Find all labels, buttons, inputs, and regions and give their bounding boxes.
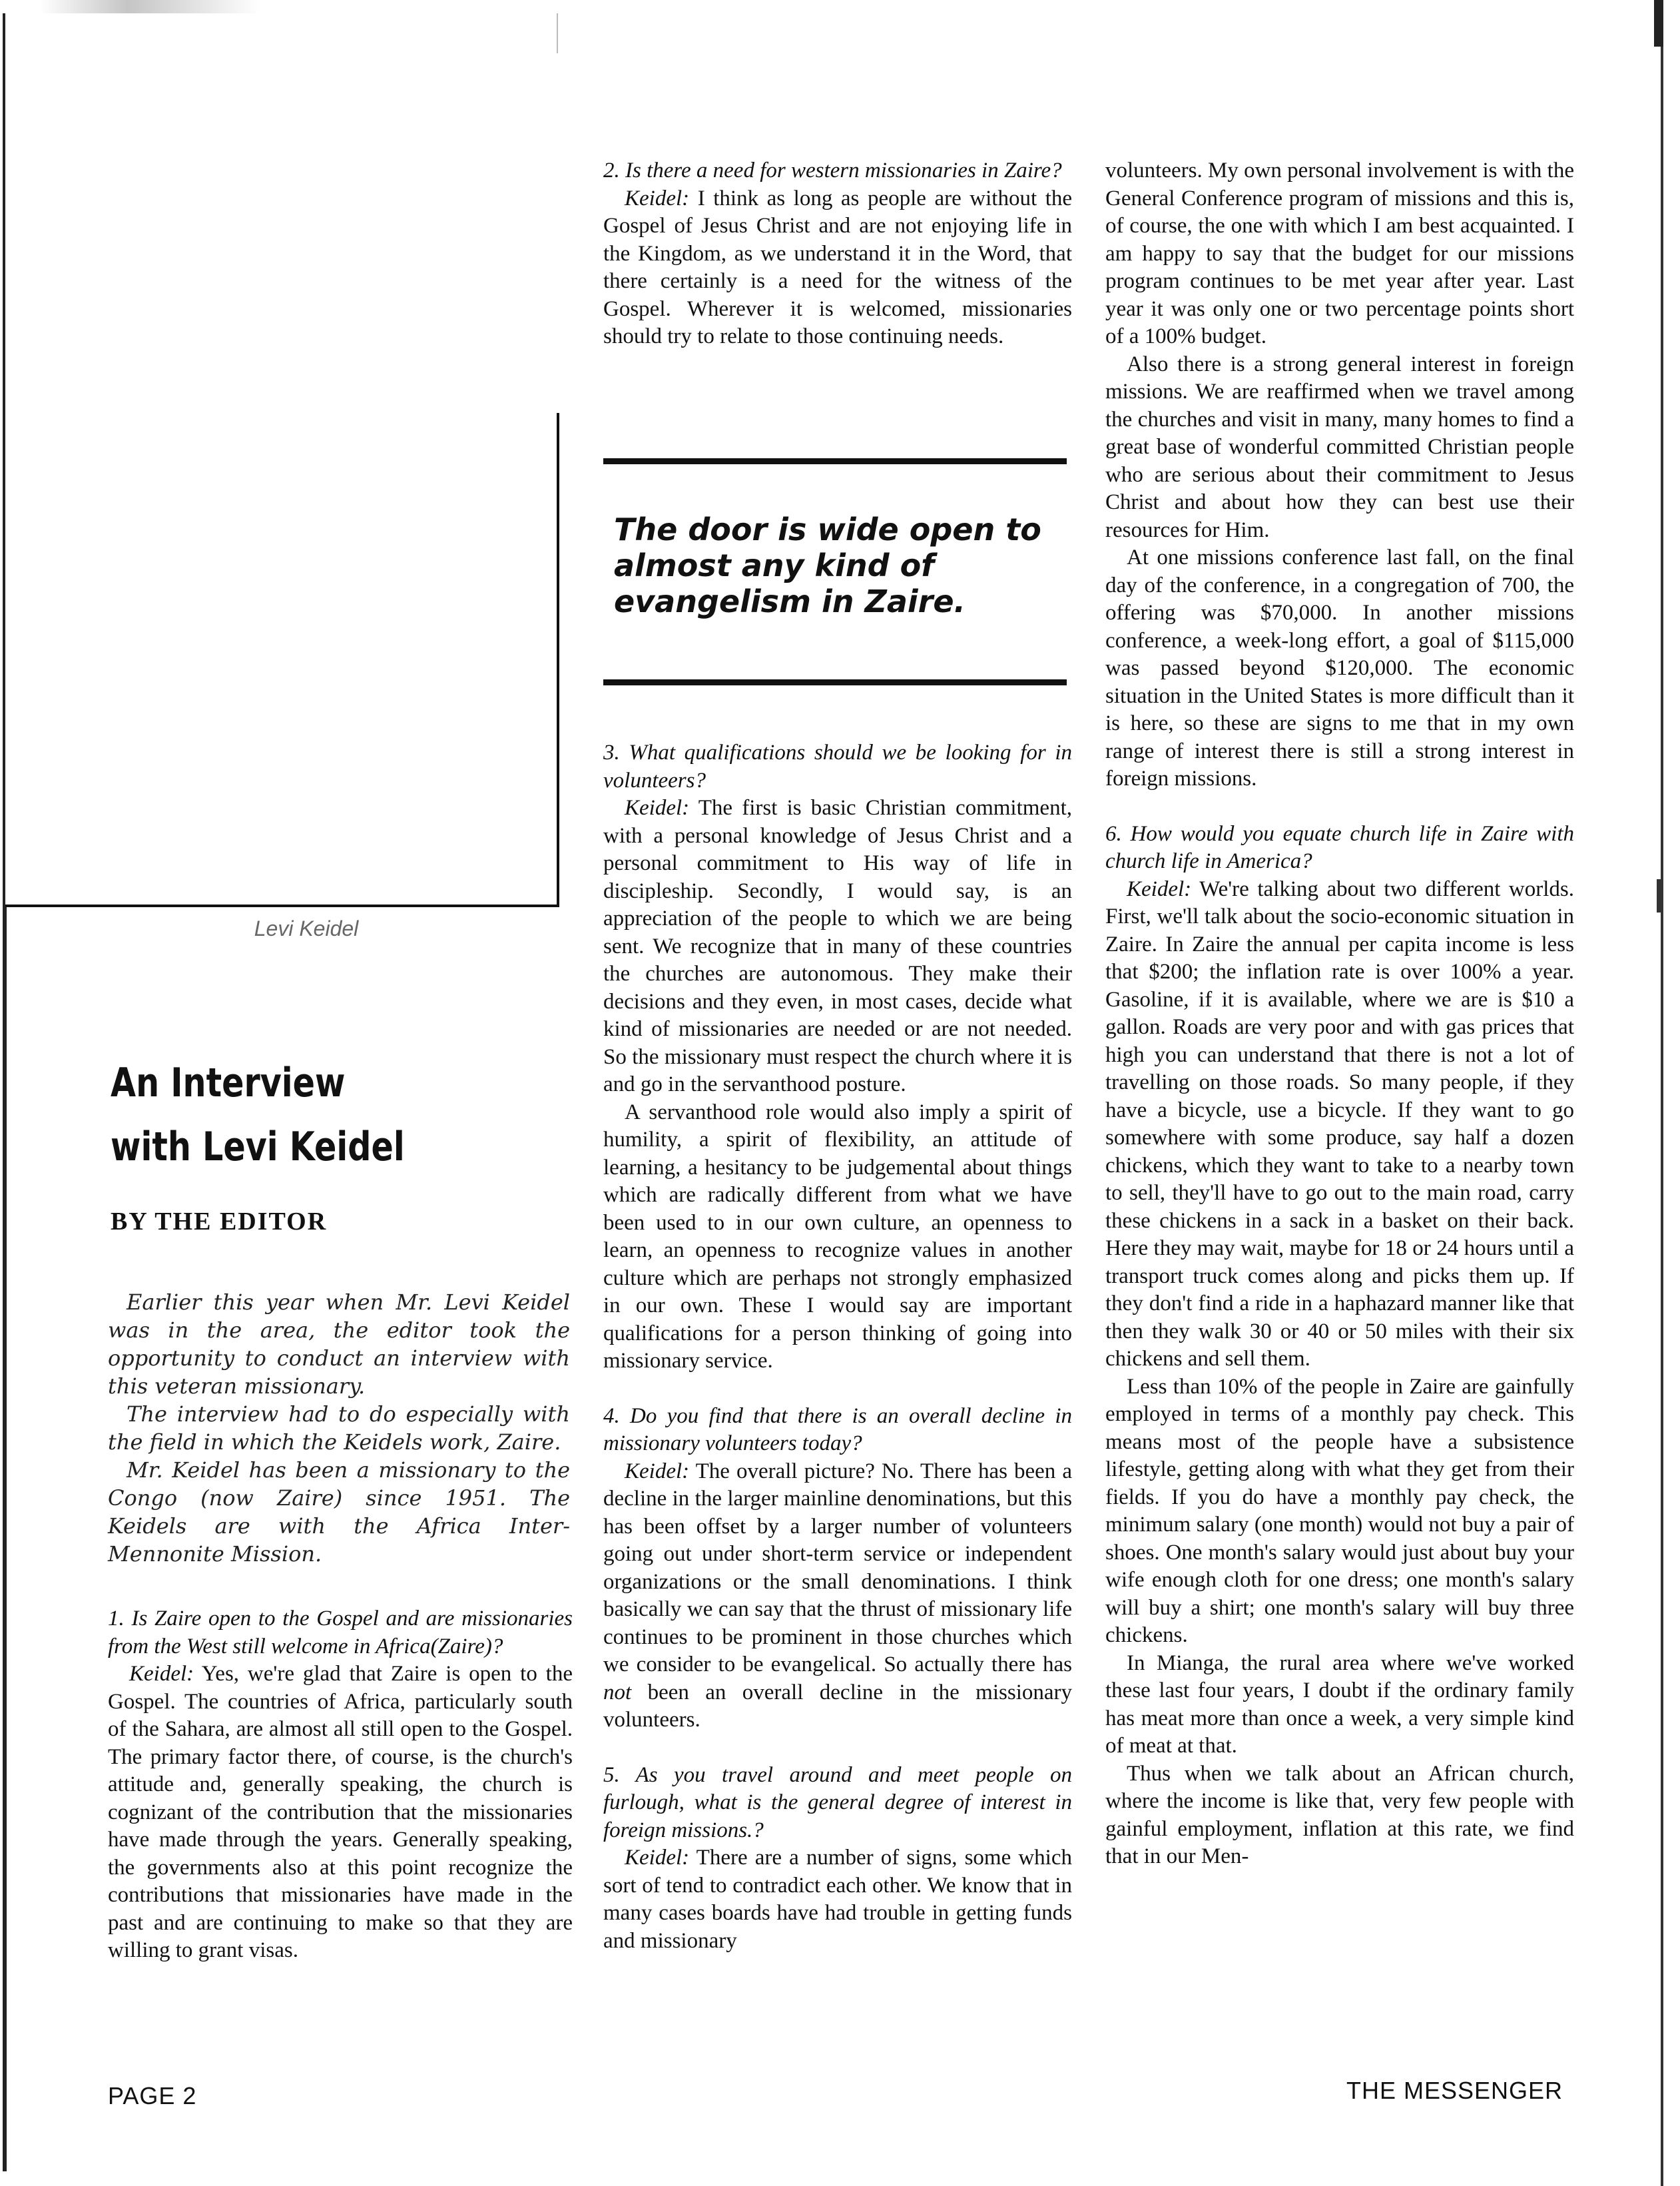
photo-border xyxy=(5,905,559,907)
speaker-label: Keidel: xyxy=(129,1662,194,1686)
article-intro xyxy=(108,1288,570,1568)
answer xyxy=(603,1458,1072,1734)
answer-paragraph: Also there is a strong general interest in foreign missions. We are reaffirmed when we travel among the churches and visit in many, many homes to find a great base of wonderful committed Christian people who are serious about their commitment to Jesus Christ and about how they can best use their resources for Him. xyxy=(1105,352,1574,542)
headline-line: with Levi Keidel xyxy=(111,1124,405,1170)
answer xyxy=(603,185,1072,351)
answer xyxy=(108,1660,573,1965)
pull-quote: The door is wide open to almost any kind of evangelism in Zaire. xyxy=(614,512,1041,619)
photo-border xyxy=(557,13,558,53)
answer xyxy=(603,1844,1072,1955)
answer-paragraph: A servanthood role would also imply a spirit of humility, a spirit of flexibility, an attitude of learning, a hesitancy to be judgemental about things which are radically different from what we have been used to in our own culture, an openness to learn, an openness to recognize values in another culture which are perhaps not strongly emphasized in our own. These I would say are important qualifications for a person thinking of going into missionary service. xyxy=(603,1100,1072,1373)
answer-continued: volunteers. My own personal involvement is with the General Conference program of missions and this is, of course, the one with which I am best acquainted. I am happy to say that the budget for our missions program continues to be met year after year. Last year it was only one or two percentage points short of a 100% budget. xyxy=(1105,159,1574,348)
article-headline xyxy=(111,1051,460,1179)
answer-text: There are a number of signs, some which sort of tend to contradict each other. We know that in many cases boards have had trouble in getting funds and missionary xyxy=(603,1846,1072,1953)
answer xyxy=(1105,876,1574,1373)
publication-name: THE MESSENGER xyxy=(1346,2077,1563,2104)
text-column-2-bottom xyxy=(603,739,1072,1955)
question: 2. Is there a need for western missionaries in Zaire? xyxy=(603,159,1062,182)
intro-paragraph: The interview had to do especially with the field in which the Keidels work, Zaire. xyxy=(108,1401,570,1455)
photo-border xyxy=(557,413,559,907)
answer-text: Yes, we're glad that Zaire is open to the Gospel. The countries of Africa, particularly south of the Sahara, are almost all still open to the Gospel. The primary factor there, of course, is the church's attitude and, generally speaking, the church is cognizant of the contribution that the missionaries have made through the years. Generally speaking, the governments also at this point recognize the contributions that missionaries have made in the past and are continuing to make so that they are willing to grant visas. xyxy=(108,1662,573,1962)
answer-text: We're talking about two different worlds. First, we'll talk about the socio-economic situation in Zaire. In Zaire the annual per capita income is less that $200; the inflation rate is over 100% a year. Gasoline, if it is available, where we are is $10 a gallon. Roads are very poor and with gas prices that high you can understand that there is not a lot of travelling on those roads. So many people, if they have a bicycle, use a bicycle. If they want to go somewhere with some produce, say half a dozen chickens, which they want to take to a nearby town to sell, they'll have to go out to the main road, carry these chickens in a sack in a basket on their back. Here they may wait, maybe for 18 or 24 hours until a transport truck comes along and picks them up. If they don't find a ride in a haphazard manner like that then they walk 30 or 40 or 50 miles with their six chickens and sell them. xyxy=(1105,877,1574,1371)
text-column-1 xyxy=(108,1605,573,1965)
page-edge-right-mark xyxy=(1657,879,1663,912)
photo-caption: Levi Keidel xyxy=(254,916,359,940)
byline: BY THE EDITOR xyxy=(111,1208,328,1236)
answer-paragraph: At one missions conference last fall, on the final day of the conference, in a congregation of 700, the offering was $70,000. In another missions conference, a week-long effort, a goal of $115,000 was passed beyond $120,000. The economic situation in the United States is more difficult than it is here, so these are signs to me that in my own range of interest there is still a strong interest in foreign missions. xyxy=(1105,546,1574,791)
intro-paragraph: Mr. Keidel has been a missionary to the Congo (now Zaire) since 1951. The Keidels are with the Africa Inter-Mennonite Mission. xyxy=(108,1457,570,1567)
question: 1. Is Zaire open to the Gospel and are missionaries from the West still welcome in Africa(Zaire)? xyxy=(108,1607,573,1658)
speaker-label: Keidel: xyxy=(625,796,690,820)
headline-line: An Interview xyxy=(111,1060,346,1106)
question: 5. As you travel around and meet people on furlough, what is the general degree of interest in foreign missions.? xyxy=(603,1762,1072,1842)
emphasis: not xyxy=(603,1680,632,1704)
text-column-3 xyxy=(1105,157,1574,1871)
answer-text: been an overall decline in the missionary volunteers. xyxy=(603,1680,1073,1732)
speaker-label: Keidel: xyxy=(625,1846,690,1870)
pull-quote-rule-bottom xyxy=(603,679,1067,685)
question: 3. What qualifications should we be looking for in volunteers? xyxy=(603,741,1072,793)
intro-paragraph: Earlier this year when Mr. Levi Keidel was in the area, the editor took the opportunity to conduct an interview with this veteran missionary. xyxy=(108,1289,570,1399)
text-column-2-top xyxy=(603,157,1072,351)
question: 6. How would you equate church life in Zaire with church life in America? xyxy=(1105,821,1574,873)
answer-text: I think as long as people are without the Gospel of Jesus Christ and are not enjoying life in the Kingdom, as we understand it in the Word, that there certainly is a need for the witness of the Gospel. Wherever it is welcomed, missionaries should try to relate to those continuing needs. xyxy=(603,186,1073,348)
answer-text: The overall picture? No. There has been a decline in the larger mainline denominations, but this has been offset by a larger number of volunteers going out under short-term service or independent organizations or the small denominations. I think basically we can say that the thrust of missionary life continues to be prominent in those churches which we consider to be evangelical. So actually there has xyxy=(603,1459,1072,1676)
portrait-photo xyxy=(5,13,559,907)
speaker-label: Keidel: xyxy=(1127,877,1192,901)
page-number: PAGE 2 xyxy=(108,2082,197,2109)
answer-paragraph: Less than 10% of the people in Zaire are gainfully employed in terms of a monthly pay check. This means most of the people have a subsistence lifestyle, getting along with what they get from their fields. If you do have a monthly pay check, the minimum salary (one month) would not buy a pair of shoes. One month's salary would just about buy your wife enough cloth for one dress; one month's salary will buy a shirt; one month's salary will buy three chickens. xyxy=(1105,1374,1574,1647)
answer-paragraph: In Mianga, the rural area where we've worked these last four years, I doubt if the ordinary family has meat more than once a week, a very simple kind of meat at that. xyxy=(1105,1650,1574,1758)
speaker-label: Keidel: xyxy=(625,186,690,210)
speaker-label: Keidel: xyxy=(625,1459,690,1483)
answer-text: The first is basic Christian commitment, with a personal knowledge of Jesus Christ and a personal commitment to His way of life in discipleship. Secondly, I would say, is an appreciation of the people to which we are being sent. We recognize that in many of these countries the churches are autonomous. They make their decisions and they even, in most cases, decide what kind of missionaries are needed or are not needed. So the missionary must respect the church where it is and go in the servanthood posture. xyxy=(603,796,1072,1096)
question: 4. Do you find that there is an overall decline in missionary volunteers today? xyxy=(603,1403,1072,1455)
page-edge-right-mark xyxy=(1654,0,1663,47)
answer xyxy=(603,795,1072,1099)
answer-paragraph: Thus when we talk about an African church, where the income is like that, very few people with gainful employment, inflation at this rate, we find that in our Men- xyxy=(1105,1761,1574,1868)
page-edge-right xyxy=(1661,0,1663,2186)
pull-quote-rule-top xyxy=(603,458,1067,464)
